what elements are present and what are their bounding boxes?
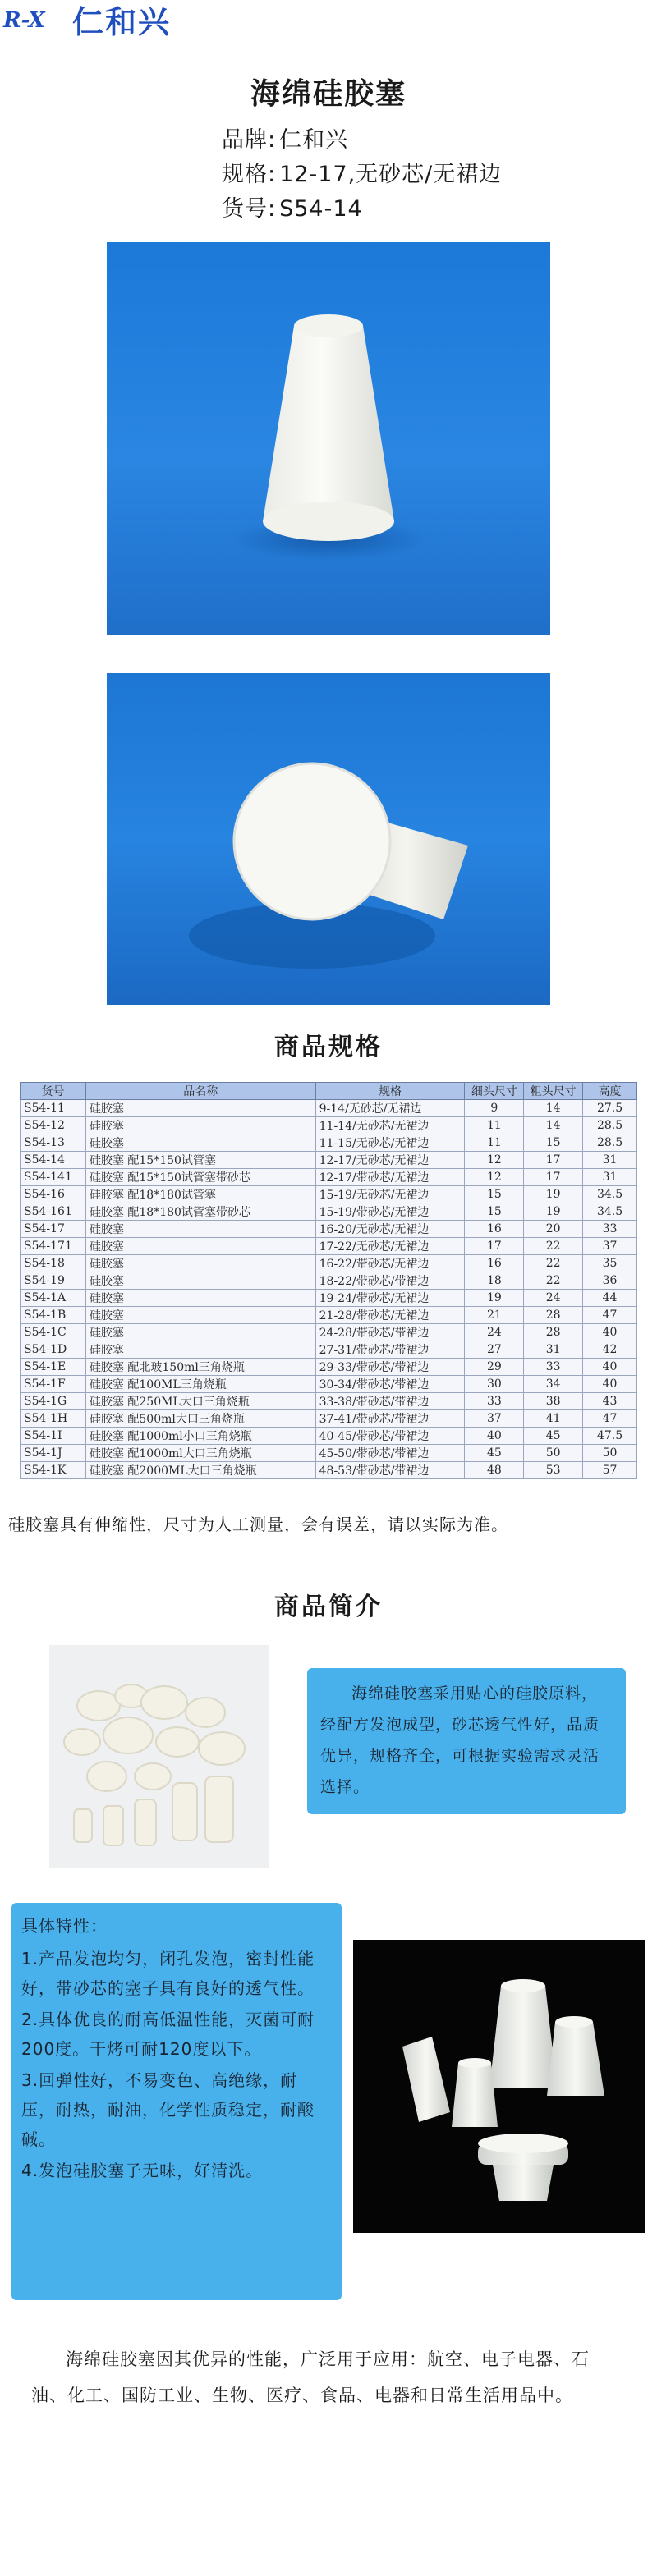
table-cell: 硅胶塞	[85, 1255, 315, 1272]
table-cell: 57	[583, 1462, 637, 1479]
spec-label: 规格:	[222, 162, 277, 187]
table-cell: 45-50/带砂芯/带裙边	[315, 1445, 465, 1462]
table-cell: 28.5	[583, 1134, 637, 1152]
table-cell: 40-45/带砂芯/带裙边	[315, 1428, 465, 1445]
table-cell: 16-22/带砂芯/无裙边	[315, 1255, 465, 1272]
table-cell: 29-33/带砂芯/带裙边	[315, 1359, 465, 1376]
table-cell: 37-41/带砂芯/带裙边	[315, 1410, 465, 1428]
table-cell: 28.5	[583, 1117, 637, 1134]
table-cell: S54-1B	[21, 1307, 86, 1324]
table-cell: 50	[583, 1445, 637, 1462]
feature-item: 2.具体优良的耐高低温性能，灭菌可耐200度。干烤可耐120度以下。	[21, 2010, 315, 2059]
table-cell: 33-38/带砂芯/带裙边	[315, 1393, 465, 1410]
table-cell: 15-19/带砂芯/无裙边	[315, 1203, 465, 1221]
table-cell: 硅胶塞 配15*150试管塞	[85, 1152, 315, 1169]
table-row	[21, 1376, 637, 1393]
table-cell: 硅胶塞	[85, 1117, 315, 1134]
table-cell: 16	[465, 1221, 524, 1238]
spec-item-number	[222, 190, 363, 222]
table-row	[21, 1117, 637, 1134]
features-title: 具体特性：	[21, 1916, 108, 1936]
brand-logo-name: 仁和兴	[72, 4, 172, 40]
table-cell: 19	[524, 1203, 583, 1221]
spec-value: 仁和兴	[279, 127, 349, 153]
table-cell: 28	[524, 1324, 583, 1341]
table-cell: 14	[524, 1117, 583, 1134]
table-row	[21, 1428, 637, 1445]
table-cell: 17	[524, 1169, 583, 1186]
table-row	[21, 1324, 637, 1341]
table-cell: 22	[524, 1238, 583, 1255]
table-cell: 14	[524, 1100, 583, 1117]
table-cell: 34.5	[583, 1203, 637, 1221]
table-header-row	[21, 1083, 637, 1100]
table-row	[21, 1238, 637, 1255]
table-cell: 21-28/带砂芯/无裙边	[315, 1307, 465, 1324]
table-cell: 40	[583, 1324, 637, 1341]
table-cell: 40	[465, 1428, 524, 1445]
column-header: 高度	[583, 1083, 637, 1100]
intro-section-heading: 商品简介	[274, 1593, 383, 1621]
table-cell: 12-17/无砂芯/无裙边	[315, 1152, 465, 1169]
table-cell: 硅胶塞	[85, 1221, 315, 1238]
table-row	[21, 1341, 637, 1359]
table-cell: 36	[583, 1272, 637, 1290]
table-cell: S54-11	[21, 1100, 86, 1117]
table-cell: 硅胶塞	[85, 1290, 315, 1307]
table-row	[21, 1134, 637, 1152]
column-header: 细头尺寸	[465, 1083, 524, 1100]
table-cell: 24	[524, 1290, 583, 1307]
table-cell: 27-31/带砂芯/带裙边	[315, 1341, 465, 1359]
table-cell: 硅胶塞	[85, 1272, 315, 1290]
product-photo-side	[107, 242, 550, 635]
table-cell: 18	[465, 1272, 524, 1290]
table-cell: S54-13	[21, 1134, 86, 1152]
table-cell: 34.5	[583, 1186, 637, 1203]
table-cell: 22	[524, 1255, 583, 1272]
table-cell: 11	[465, 1134, 524, 1152]
table-cell: 硅胶塞 配250ML大口三角烧瓶	[85, 1393, 315, 1410]
table-cell: 16-20/无砂芯/无裙边	[315, 1221, 465, 1238]
table-cell: 22	[524, 1272, 583, 1290]
table-cell: 47	[583, 1307, 637, 1324]
features-panel	[11, 1903, 342, 2300]
table-cell: S54-1A	[21, 1290, 86, 1307]
table-cell: 9-14/无砂芯/无裙边	[315, 1100, 465, 1117]
table-cell: 28	[524, 1307, 583, 1324]
table-cell: 16	[465, 1255, 524, 1272]
table-cell: 45	[465, 1445, 524, 1462]
table-cell: 硅胶塞 配1000ml小口三角烧瓶	[85, 1428, 315, 1445]
table-cell: S54-1H	[21, 1410, 86, 1428]
table-cell: 31	[524, 1341, 583, 1359]
table-row	[21, 1186, 637, 1203]
table-cell: 11-15/无砂芯/无裙边	[315, 1134, 465, 1152]
table-cell: 15	[465, 1186, 524, 1203]
table-cell: S54-18	[21, 1255, 86, 1272]
table-cell: 53	[524, 1462, 583, 1479]
table-cell: 24-28/带砂芯/带裙边	[315, 1324, 465, 1341]
table-cell: S54-171	[21, 1238, 86, 1255]
table-cell: 24	[465, 1324, 524, 1341]
spec-label: 货号:	[222, 196, 277, 222]
intro-panel	[307, 1668, 626, 1814]
table-cell: 17	[465, 1238, 524, 1255]
table-cell: 33	[583, 1221, 637, 1238]
table-cell: 17	[524, 1152, 583, 1169]
table-row	[21, 1462, 637, 1479]
table-cell: 40	[583, 1359, 637, 1376]
spec-section-heading: 商品规格	[274, 1033, 383, 1061]
table-cell: S54-14	[21, 1152, 86, 1169]
spec-label: 品牌:	[222, 127, 277, 153]
table-cell: S54-161	[21, 1203, 86, 1221]
table-cell: 35	[583, 1255, 637, 1272]
table-cell: 11	[465, 1117, 524, 1134]
table-cell: S54-1I	[21, 1428, 86, 1445]
table-cell: 48	[465, 1462, 524, 1479]
table-cell: 34	[524, 1376, 583, 1393]
table-row	[21, 1221, 637, 1238]
table-cell: 29	[465, 1359, 524, 1376]
table-cell: 18-22/带砂芯/带裙边	[315, 1272, 465, 1290]
table-cell: 30	[465, 1376, 524, 1393]
table-cell: 38	[524, 1393, 583, 1410]
table-cell: 42	[583, 1341, 637, 1359]
table-cell: S54-1F	[21, 1376, 86, 1393]
column-header: 货号	[21, 1083, 86, 1100]
spec-value: 12-17,无砂芯/无裙边	[279, 162, 503, 187]
table-cell: 15-19/无砂芯/无裙边	[315, 1186, 465, 1203]
spec-size	[222, 156, 502, 188]
table-cell: 20	[524, 1221, 583, 1238]
table-cell: 50	[524, 1445, 583, 1462]
table-cell: 27	[465, 1341, 524, 1359]
table-cell: 45	[524, 1428, 583, 1445]
table-cell: S54-19	[21, 1272, 86, 1290]
table-cell: 40	[583, 1376, 637, 1393]
table-row	[21, 1393, 637, 1410]
table-cell: 19-24/带砂芯/无裙边	[315, 1290, 465, 1307]
table-cell: 47	[583, 1410, 637, 1428]
table-cell: S54-1K	[21, 1462, 86, 1479]
table-cell: 37	[583, 1238, 637, 1255]
table-row	[21, 1203, 637, 1221]
table-cell: S54-1C	[21, 1324, 86, 1341]
table-cell: 31	[583, 1169, 637, 1186]
column-header: 粗头尺寸	[524, 1083, 583, 1100]
column-header: 品名称	[85, 1083, 315, 1100]
table-row	[21, 1445, 637, 1462]
table-cell: 37	[465, 1410, 524, 1428]
table-cell: 21	[465, 1307, 524, 1324]
table-row	[21, 1307, 637, 1324]
table-cell: 硅胶塞 配18*180试管塞带砂芯	[85, 1203, 315, 1221]
intro-text: 海绵硅胶塞采用贴心的硅胶原料，经配方发泡成型，砂芯透气性好，品质优异，规格齐全，可根据实验需求灵活选择。	[320, 1684, 600, 1796]
product-title: 海绵硅胶塞	[250, 77, 407, 111]
table-cell: 硅胶塞 配15*150试管塞带砂芯	[85, 1169, 315, 1186]
table-cell: 15	[465, 1203, 524, 1221]
table-cell: 硅胶塞	[85, 1341, 315, 1359]
feature-item: 4.发泡硅胶塞子无味，好清洗。	[21, 2161, 264, 2180]
table-cell: 15	[524, 1134, 583, 1152]
table-body	[21, 1100, 637, 1479]
table-cell: 31	[583, 1152, 637, 1169]
spec-table	[20, 1082, 637, 1479]
table-cell: 12	[465, 1169, 524, 1186]
table-cell: 硅胶塞 配2000ML大口三角烧瓶	[85, 1462, 315, 1479]
product-photo-end	[107, 673, 550, 1005]
brand-logo	[3, 3, 225, 41]
table-cell: S54-16	[21, 1186, 86, 1203]
table-cell: 硅胶塞 配1000ml大口三角烧瓶	[85, 1445, 315, 1462]
product-assortment-photo	[353, 1940, 645, 2233]
table-cell: 41	[524, 1410, 583, 1428]
table-row	[21, 1290, 637, 1307]
table-row	[21, 1272, 637, 1290]
table-cell: 47.5	[583, 1428, 637, 1445]
table-row	[21, 1100, 637, 1117]
table-cell: S54-1J	[21, 1445, 86, 1462]
table-cell: S54-1G	[21, 1393, 86, 1410]
table-cell: 44	[583, 1290, 637, 1307]
table-cell: 12-17/带砂芯/无裙边	[315, 1169, 465, 1186]
brand-logo-mark: R-X	[3, 8, 45, 33]
table-cell: 12	[465, 1152, 524, 1169]
table-cell: 43	[583, 1393, 637, 1410]
table-cell: 48-53/带砂芯/带裙边	[315, 1462, 465, 1479]
feature-item: 3.回弹性好，不易变色、高绝缘，耐压，耐热，耐油，化学性质稳定，耐酸碱。	[21, 2070, 315, 2149]
table-cell: 33	[524, 1359, 583, 1376]
table-cell: 硅胶塞 配北玻150ml三角烧瓶	[85, 1359, 315, 1376]
table-cell: 27.5	[583, 1100, 637, 1117]
feature-item: 1.产品发泡均匀，闭孔发泡，密封性能好，带砂芯的塞子具有良好的透气性。	[21, 1949, 315, 1998]
table-cell: S54-12	[21, 1117, 86, 1134]
table-cell: 硅胶塞	[85, 1307, 315, 1324]
spec-value: S54-14	[279, 196, 363, 222]
product-group-photo	[49, 1645, 269, 1868]
table-cell: 17-22/无砂芯/无裙边	[315, 1238, 465, 1255]
table-cell: S54-17	[21, 1221, 86, 1238]
table-cell: 9	[465, 1100, 524, 1117]
table-row	[21, 1152, 637, 1169]
table-cell: 19	[465, 1290, 524, 1307]
table-row	[21, 1169, 637, 1186]
table-cell: S54-141	[21, 1169, 86, 1186]
table-row	[21, 1359, 637, 1376]
table-cell: 硅胶塞	[85, 1324, 315, 1341]
table-cell: 硅胶塞 配500ml大口三角烧瓶	[85, 1410, 315, 1428]
table-cell: 30-34/带砂芯/带裙边	[315, 1376, 465, 1393]
column-header: 规格	[315, 1083, 465, 1100]
table-cell: 硅胶塞 配18*180试管塞	[85, 1186, 315, 1203]
table-note: 硅胶塞具有伸缩性，尺寸为人工测量，会有误差，请以实际为准。	[8, 1515, 508, 1534]
table-cell: S54-1E	[21, 1359, 86, 1376]
table-cell: 硅胶塞	[85, 1238, 315, 1255]
spec-brand	[222, 121, 348, 154]
table-cell: 11-14/无砂芯/无裙边	[315, 1117, 465, 1134]
table-cell: 硅胶塞 配100ML三角烧瓶	[85, 1376, 315, 1393]
table-cell: 19	[524, 1186, 583, 1203]
table-cell: 硅胶塞	[85, 1100, 315, 1117]
table-cell: 硅胶塞	[85, 1134, 315, 1152]
table-row	[21, 1410, 637, 1428]
table-cell: S54-1D	[21, 1341, 86, 1359]
table-cell: 33	[465, 1393, 524, 1410]
applications-text: 海绵硅胶塞因其优异的性能，广泛用于应用：航空、电子电器、石油、化工、国防工业、生物、医疗、食品、电器和日常生活用品中。	[31, 2349, 590, 2405]
table-row	[21, 1255, 637, 1272]
